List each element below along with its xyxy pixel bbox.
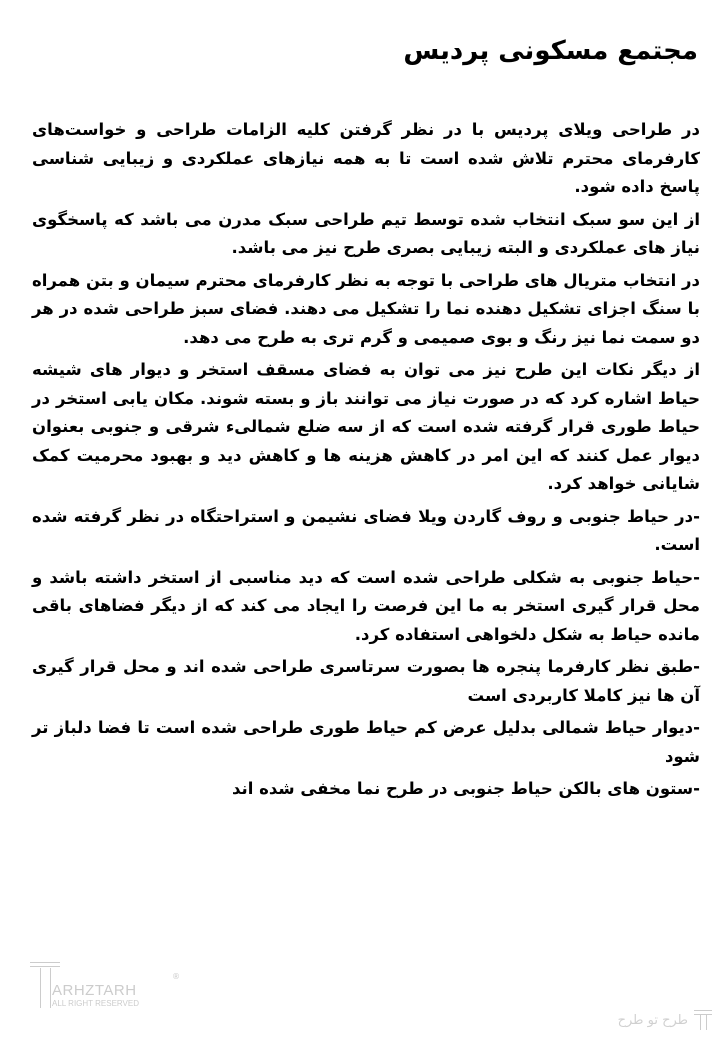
logo-brand-text: ARHZTARH [52, 982, 137, 999]
bullet-windows: -طبق نظر کارفرما پنجره ها بصورت سرتاسری طراحی شده اند و محل قرار گیری آن ها نیز کاملا کاربردی است [32, 657, 700, 705]
pillar-icon [694, 1010, 712, 1030]
paragraph-materials: در انتخاب متریال های طراحی با توجه به نظر کارفرمای محترم سیمان و بتن همراه با سنگ اجزای تشکیل دهنده نما را تشکیل می دهند. فضای سبز طراحی شده در هر دو سمت نما نیز رنگ و بوی صمیمی و گرم تری به طرح می دهد. [32, 270, 700, 347]
bullet-north-wall: -دیوار حیاط شمالی بدلیل عرض کم حیاط طوری طراحی شده است تا فضا دلباز تر شود [32, 718, 700, 766]
registered-mark: ® [172, 972, 180, 981]
bullet-south-yard: -در حیاط جنوبی و روف گاردن ویلا فضای نشیمن و استراحتگاه در نظر گرفته شده است. [32, 506, 700, 554]
paragraph-pool: از دیگر نکات این طرح نیز می توان به فضای مسقف استخر و دیوار های شیشه حیاط اشاره کرد که در صورت نیاز می توانند باز و بسته شوند. مکان یابی استخر در حیاط طوری قرار گرفته شده است که از سه ضلع شمالیء شرقی و جنوبی بعنوان دیوار عمل کنند که این امر در کاهش هزینه ها و کاهش دید و بهبود محرمیت کمک شایانی خواهد کرد. [32, 360, 700, 493]
paragraph-style: از این سو سبک انتخاب شده توسط تیم طراحی سبک مدرن می باشد که پاسخگوی نیاز های عملکردی و البته زیبایی بصری طرح نیز می باشد. [32, 209, 700, 257]
document-body [32, 116, 700, 808]
page-title: مجتمع مسکونی پردیس [403, 36, 698, 66]
bullet-south-yard-view: -حیاط جنوبی به شکلی طراحی شده است که دید مناسبی از استخر داشته باشد و محل قرار گیری استخر به ما این فرصت را ایجاد می کند که از دیگر فضاهای باقی مانده حیاط به شکل دلخواهی استفاده کرد. [32, 567, 700, 644]
bullet-columns: -ستون های بالکن حیاط جنوبی در طرح نما مخفی شده اند [232, 779, 700, 798]
logo-rights-text: ALL RIGHT RESERVED [52, 999, 139, 1008]
paragraph-intro: در طراحی ویلای پردیس با در نظر گرفتن کلیه الزامات طراحی و خواست‌های کارفرمای محترم تلاش شده است تا به همه نیازهای عملکردی و زیبایی شناسی پاسخ داده شود. [32, 120, 700, 196]
tarhztarh-logo-watermark [30, 962, 180, 1010]
persian-logo-watermark [618, 1010, 712, 1030]
logo-persian-text: طرح تو طرح [617, 1012, 688, 1028]
